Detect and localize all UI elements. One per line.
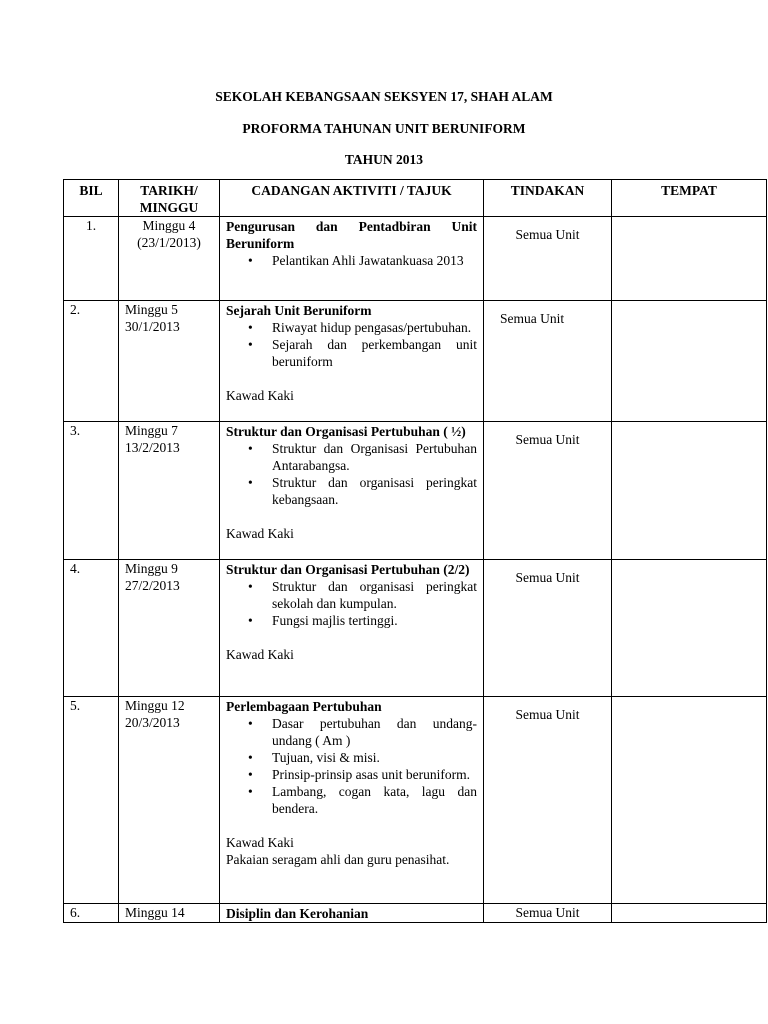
tempat-cell: [612, 301, 767, 422]
activity-title: Struktur dan Organisasi Pertubuhan (2/2): [226, 562, 470, 577]
tarikh-cell: [119, 697, 220, 904]
tarikh-cell: [119, 217, 220, 301]
list-item: [248, 766, 477, 783]
minggu-text: Minggu 5: [125, 302, 178, 317]
col-tarikh-line1: TARIKH/: [140, 183, 198, 198]
tempat-cell: [612, 422, 767, 560]
bullet-icon: •: [248, 750, 253, 765]
bullet-icon: •: [248, 441, 253, 456]
activity-title: Sejarah Unit Beruniform: [226, 303, 372, 318]
list-item-text: Sejarah dan perkembangan unit beruniform: [272, 337, 477, 369]
table-row: [64, 422, 767, 560]
tindakan-cell: Semua Unit: [484, 422, 612, 560]
table-row: [64, 904, 767, 923]
list-item: [248, 749, 477, 766]
activity-note: Kawad Kaki: [226, 388, 294, 403]
list-item-text: Tujuan, visi & misi.: [272, 750, 380, 765]
activity-title: Struktur dan Organisasi Pertubuhan ( ½): [226, 424, 466, 439]
tarikh-text: 27/2/2013: [125, 578, 180, 593]
aktiviti-cell: [220, 422, 484, 560]
list-item-text: Prinsip-prinsip asas unit beruniform.: [272, 767, 470, 782]
bil-cell: 5.: [64, 697, 119, 904]
bullet-icon: •: [248, 784, 253, 799]
tarikh-text: (23/1/2013): [137, 235, 201, 250]
tempat-cell: [612, 697, 767, 904]
bil-cell: 4.: [64, 560, 119, 697]
bullet-icon: •: [248, 613, 253, 628]
bullet-icon: •: [248, 475, 253, 490]
list-item: [248, 440, 477, 474]
aktiviti-cell: [220, 904, 484, 923]
list-item: [248, 319, 477, 336]
bullet-icon: •: [248, 320, 253, 335]
col-aktiviti: CADANGAN AKTIVITI / TAJUK: [220, 180, 484, 217]
bullet-icon: •: [248, 767, 253, 782]
activity-list: [226, 715, 477, 817]
minggu-text: Minggu 12: [125, 698, 185, 713]
col-tarikh: [119, 180, 220, 217]
activity-note: Kawad Kaki: [226, 526, 294, 541]
tindakan-cell: Semua Unit: [484, 217, 612, 301]
col-tarikh-line2: MINGGU: [139, 200, 199, 215]
tindakan-cell: Semua Unit: [484, 560, 612, 697]
tempat-cell: [612, 904, 767, 923]
bil-cell: 3.: [64, 422, 119, 560]
activity-note: Kawad Kaki: [226, 647, 294, 662]
list-item-text: Struktur dan organisasi peringkat sekolah dan kumpulan.: [272, 579, 477, 611]
table-row: [64, 301, 767, 422]
tindakan-cell: Semua Unit: [484, 697, 612, 904]
list-item-text: Struktur dan Organisasi Pertubuhan Antarabangsa.: [272, 441, 477, 473]
bullet-icon: •: [248, 253, 253, 268]
activity-title: Pengurusan dan Pentadbiran Unit Beruniform: [226, 219, 477, 251]
list-item: [248, 474, 477, 508]
list-item-text: Lambang, cogan kata, lagu dan bendera.: [272, 784, 477, 816]
list-item: [248, 612, 477, 629]
table-row: [64, 560, 767, 697]
list-item-text: Fungsi majlis tertinggi.: [272, 613, 398, 628]
tarikh-cell: [119, 301, 220, 422]
activity-note-2: Pakaian seragam ahli dan guru penasihat.: [226, 852, 450, 867]
activity-list: [226, 252, 477, 269]
activity-title: Perlembagaan Pertubuhan: [226, 699, 382, 714]
activity-list: [226, 440, 477, 508]
aktiviti-cell: [220, 697, 484, 904]
activity-list: [226, 578, 477, 629]
tarikh-text: 20/3/2013: [125, 715, 180, 730]
bil-cell: 1.: [64, 217, 119, 301]
aktiviti-cell: [220, 301, 484, 422]
tempat-cell: [612, 217, 767, 301]
activity-note: Kawad Kaki: [226, 835, 294, 850]
list-item-text: Riwayat hidup pengasas/pertubuhan.: [272, 320, 472, 335]
proforma-table: [63, 179, 767, 923]
activity-list: [226, 319, 477, 370]
tarikh-cell: [119, 422, 220, 560]
minggu-text: Minggu 4: [142, 218, 196, 233]
bullet-icon: •: [248, 337, 253, 352]
tarikh-cell: [119, 904, 220, 923]
bullet-icon: •: [248, 716, 253, 731]
table-header-row: [64, 180, 767, 217]
minggu-text: Minggu 9: [125, 561, 178, 576]
col-tempat: TEMPAT: [612, 180, 767, 217]
list-item: [248, 783, 477, 817]
tindakan-cell: Semua Unit: [484, 904, 612, 923]
col-bil: BIL: [64, 180, 119, 217]
bil-cell: 6.: [64, 904, 119, 923]
activity-title: Disiplin dan Kerohanian: [226, 906, 369, 921]
school-name: SEKOLAH KEBANGSAAN SEKSYEN 17, SHAH ALAM: [215, 89, 553, 104]
aktiviti-cell: [220, 217, 484, 301]
bullet-icon: •: [248, 579, 253, 594]
tarikh-text: 30/1/2013: [125, 319, 180, 334]
col-tindakan: TINDAKAN: [484, 180, 612, 217]
list-item-text: Struktur dan organisasi peringkat kebangsaan.: [272, 475, 477, 507]
list-item-text: Dasar pertubuhan dan undang-undang ( Am ): [272, 716, 477, 748]
document-subtitle: PROFORMA TAHUNAN UNIT BERUNIFORM: [242, 121, 526, 136]
minggu-text: Minggu 7: [125, 423, 178, 438]
list-item: [248, 578, 477, 612]
list-item: [248, 252, 477, 269]
tarikh-cell: [119, 560, 220, 697]
table-row: [64, 697, 767, 904]
tindakan-cell: Semua Unit: [484, 301, 612, 422]
document-year: TAHUN 2013: [344, 152, 424, 167]
minggu-text: Minggu 14: [125, 905, 185, 920]
list-item-text: Pelantikan Ahli Jawatankuasa 2013: [272, 253, 464, 268]
aktiviti-cell: [220, 560, 484, 697]
list-item: [248, 715, 477, 749]
table-row: [64, 217, 767, 301]
tarikh-text: 13/2/2013: [125, 440, 180, 455]
bil-cell: 2.: [64, 301, 119, 422]
list-item: [248, 336, 477, 370]
tempat-cell: [612, 560, 767, 697]
